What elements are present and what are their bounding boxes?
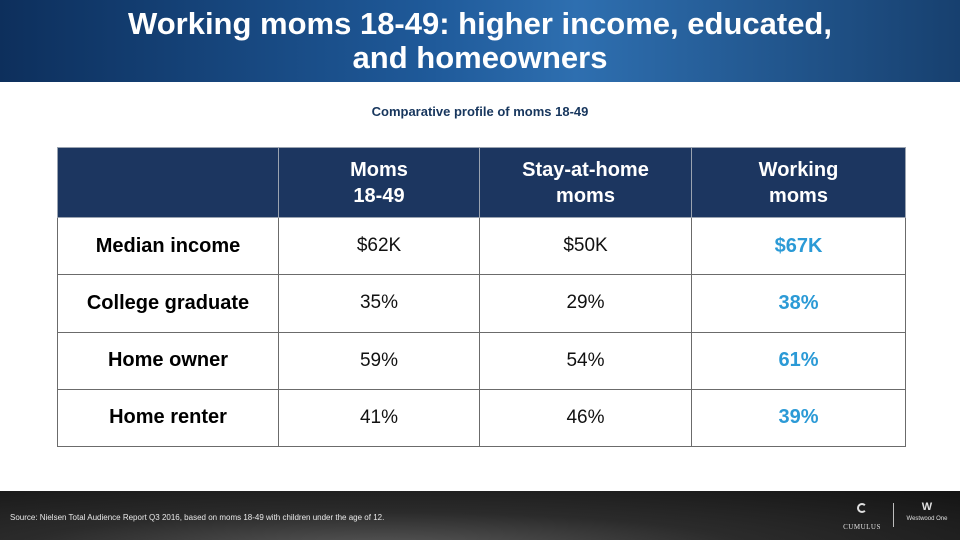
table-row [58, 389, 906, 446]
cell-stay-at-home: 46% [480, 389, 692, 446]
westwood-one-logo [900, 501, 954, 522]
header-working-line1: Working [758, 158, 839, 181]
cell-stay-at-home: $50K [480, 218, 692, 275]
westwood-one-logo-icon: W [921, 501, 933, 513]
title-banner [0, 0, 960, 82]
cell-working: 39% [692, 389, 906, 446]
cell-stay-at-home: 54% [480, 332, 692, 389]
title-line-2: and homeowners [352, 40, 608, 75]
header-stay-line1: Stay-at-home [522, 158, 649, 181]
cumulus-logo [838, 503, 886, 534]
source-note: Source: Nielsen Total Audience Report Q3 2016, based on moms 18-49 with children under the age of 12. [10, 513, 385, 522]
westwood-one-logo-text: Westwood One [906, 516, 948, 522]
cell-moms: 41% [279, 389, 480, 446]
cell-working: 38% [692, 275, 906, 332]
header-moms-line2: 18-49 [353, 184, 405, 207]
row-label: Median income [58, 218, 279, 275]
header-working-line2: moms [769, 184, 828, 207]
logo-divider [893, 503, 894, 527]
page-title [40, 7, 920, 75]
row-label: Home renter [58, 389, 279, 446]
table-row [58, 332, 906, 389]
header-stay-line2: moms [556, 184, 615, 207]
row-label: Home owner [58, 332, 279, 389]
cell-working: $67K [692, 218, 906, 275]
table-row [58, 218, 906, 275]
cumulus-logo-icon [857, 503, 867, 513]
title-line-1: Working moms 18-49: higher income, educated, [128, 6, 832, 41]
row-label: College graduate [58, 275, 279, 332]
cell-moms: $62K [279, 218, 480, 275]
table-row [58, 275, 906, 332]
table-subtitle: Comparative profile of moms 18-49 [371, 104, 589, 119]
footer-bar [0, 491, 960, 540]
table-header-row [58, 148, 906, 218]
cell-working: 61% [692, 332, 906, 389]
cell-moms: 35% [279, 275, 480, 332]
header-cell-empty [58, 148, 279, 218]
cumulus-logo-text: CUMULUS [843, 523, 881, 531]
header-moms-line1: Moms [350, 158, 408, 181]
header-cell-stay-at-home [480, 148, 692, 218]
cell-moms: 59% [279, 332, 480, 389]
profile-table [57, 147, 906, 447]
header-cell-moms [279, 148, 480, 218]
header-cell-working [692, 148, 906, 218]
cell-stay-at-home: 29% [480, 275, 692, 332]
